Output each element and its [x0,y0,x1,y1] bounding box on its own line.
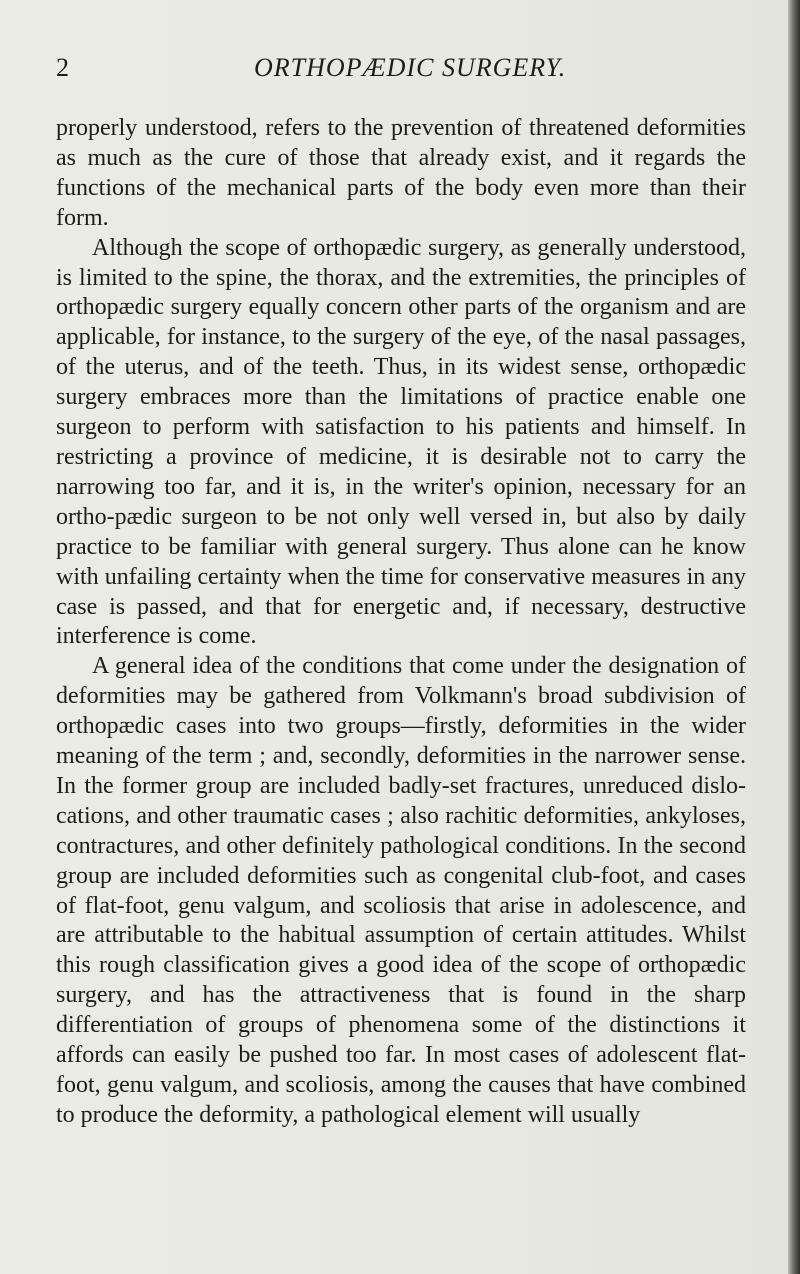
page-number: 2 [56,53,69,82]
page-header [48,48,748,88]
paragraph-classification: A general idea of the conditions that come under the designation of deformities may be gathered from Volkmann's broad subdivision of orthopædic cases into two groups—firstly, deformities in the wider meaning of the term ; and, secondly, deformities in the narrower sense. In the former group are included badly-set fractures, unreduced dislo-cations, and other traumatic cases ; also rachitic deformities, ankyloses, contractures, and other definitely pathological conditions. In the second group are included deformities such as congenital club-foot, and cases of flat-foot, genu valgum, and scoliosis that arise in adolescence, and are attributable to the habitual assumption of certain attitudes. Whilst this rough classification gives a good idea of the scope of orthopædic surgery, and has the attractiveness that is found in the sharp differentiation of groups of phenomena some of the distinctions it affords can easily be pushed too far. In most cases of adolescent flat-foot, genu valgum, and scoliosis, among the causes that have combined to produce the deformity, a pathological element will usually [56,653,746,1128]
page-binding-edge [788,0,800,1274]
running-title: ORTHOPÆDIC SURGERY. [254,53,567,82]
paragraph-scope: Although the scope of orthopædic surgery, as generally understood, is limited to the spine, the thorax, and the extremities, the principles of orthopædic surgery equally concern other parts of the organism and are applicable, for instance, to the surgery of the eye, of the nasal passages, of the uterus, and of the teeth. Thus, in its widest sense, orthopædic surgery embraces more than the limitations of practice enable one surgeon to perform with satisfaction to his patients and himself. In restricting a province of medicine, it is desirable not to carry the narrowing too far, and it is, in the writer's opinion, necessary for an ortho-pædic surgeon to be not only well versed in, but also by daily practice to be familiar with general surgery. Thus alone can he know with unfailing certainty when the time for conservative measures in any case is passed, and that for energetic and, if necessary, destructive interference is come. [56,234,746,650]
paragraph-continued: properly understood, refers to the prevention of threatened deformities as much as the cure of those that already exist, and it regards the functions of the mechanical parts of the body even more than their form. [56,115,746,231]
body-text [56,114,746,1131]
